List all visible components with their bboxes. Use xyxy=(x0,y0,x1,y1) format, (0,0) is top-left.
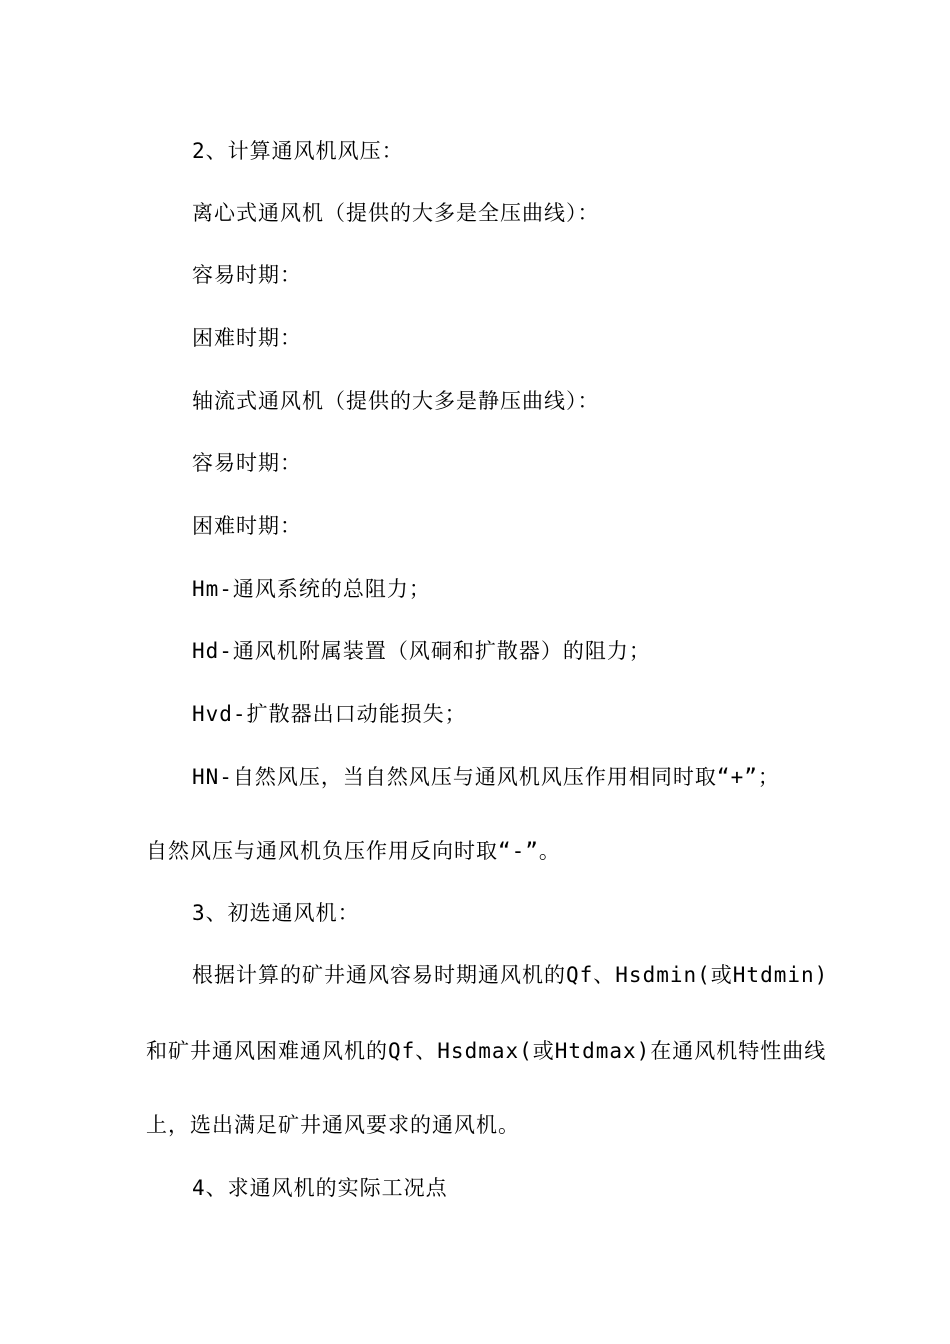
paragraph-difficult-period: 困难时期： xyxy=(192,326,302,350)
paragraph-axial-fan: 轴流式通风机（提供的大多是静压曲线）： xyxy=(192,389,600,413)
section-heading-4: 4、求通风机的实际工况点 xyxy=(192,1176,448,1200)
paragraph-easy-period: 容易时期： xyxy=(192,263,302,287)
definition-hn: HN-自然风压，当自然风压与通风机风压作用相同时取“+”； xyxy=(192,765,780,789)
section-heading-2: 2、计算通风机风压： xyxy=(192,139,404,163)
paragraph-difficult-period-2: 困难时期： xyxy=(192,514,302,538)
definition-hd: Hd-通风机附属装置（风硐和扩散器）的阻力； xyxy=(192,639,651,663)
definition-hn-continued: 自然风压与通风机负压作用反向时取“-”。 xyxy=(146,839,561,863)
definition-hm: Hm-通风系统的总阻力； xyxy=(192,577,431,601)
section-heading-3: 3、初选通风机： xyxy=(192,901,360,925)
paragraph-centrifugal-fan: 离心式通风机（提供的大多是全压曲线）： xyxy=(192,201,600,225)
paragraph-selection-3: 上，选出满足矿井通风要求的通风机。 xyxy=(146,1113,520,1137)
paragraph-selection-1: 根据计算的矿井通风容易时期通风机的Qf、Hsdmin(或Htdmin) xyxy=(192,963,829,987)
paragraph-easy-period-2: 容易时期： xyxy=(192,451,302,475)
definition-hvd: Hvd-扩散器出口动能损失； xyxy=(192,702,467,726)
paragraph-selection-2: 和矿井通风困难通风机的Qf、Hsdmax(或Htdmax)在通风机特性曲线 xyxy=(146,1039,827,1063)
